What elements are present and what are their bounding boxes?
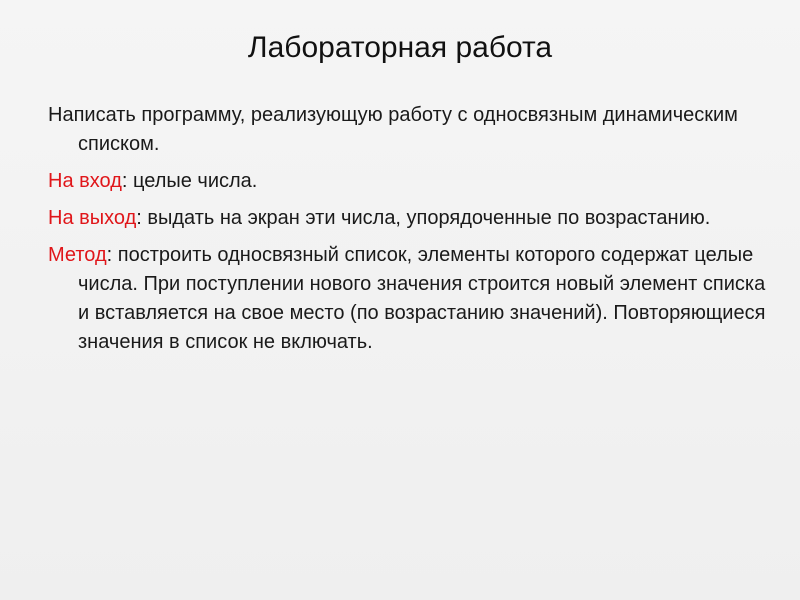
paragraph-output-label: На выход (48, 207, 137, 229)
slide-title: Лабораторная работа (247, 31, 553, 64)
paragraph-method-label: Метод (48, 244, 107, 266)
slide-body (48, 101, 768, 365)
paragraph-input-text: : целые числа. (121, 170, 258, 192)
paragraph-input (48, 167, 768, 196)
paragraph-output-text: : выдать на экран эти числа, упорядоченные по возрастанию. (136, 207, 711, 229)
paragraph-task-text: Написать программу, реализующую работу с односвязным динамическим списком. (48, 104, 738, 155)
paragraph-input-label: На вход (48, 170, 122, 192)
paragraph-output (48, 204, 768, 233)
paragraph-task (48, 101, 768, 159)
paragraph-method (48, 241, 768, 357)
paragraph-method-text: : построить односвязный список, элементы которого содержат целые числа. При поступлении нового значения строится новый элемент списка и вставляется на свое место (по возрастанию значений). Повторяющиеся значения в список не включать. (78, 244, 766, 353)
